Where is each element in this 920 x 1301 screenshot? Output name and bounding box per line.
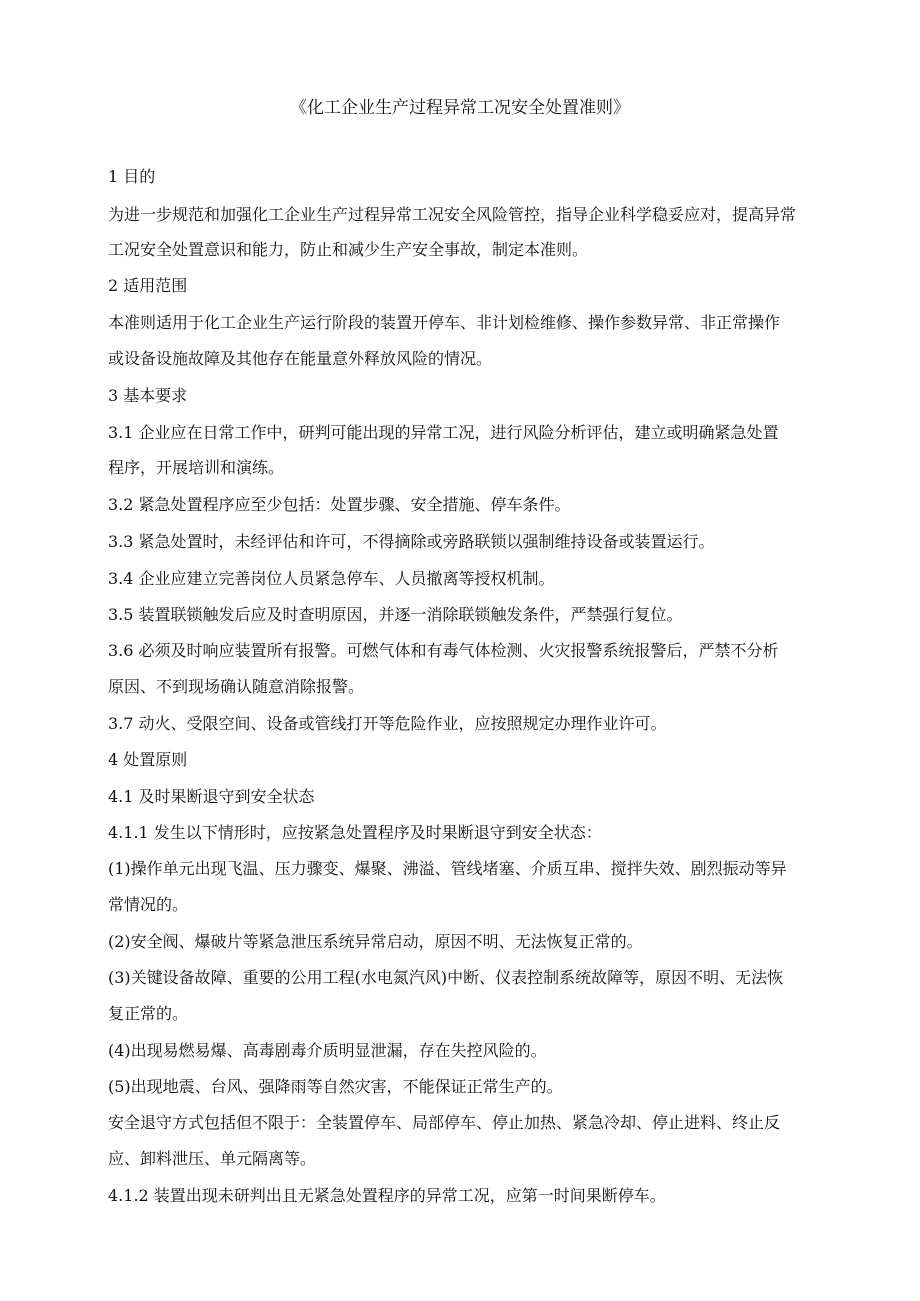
paragraph-line: (2)安全阀、爆破片等紧急泄压系统异常启动，原因不明、无法恢复正常的。 (108, 932, 643, 951)
paragraph-line: 为进一步规范和加强化工企业生产过程异常工况安全风险管控，指导企业科学稳妥应对，提高异常 (108, 205, 797, 224)
paragraph-line: 3.5 装置联锁触发后应及时查明原因，并逐一消除联锁触发条件，严禁强行复位。 (108, 605, 683, 624)
paragraph-line: 3.6 必须及时响应装置所有报警。可燃气体和有毒气体检测、火灾报警系统报警后，严禁不分析 (108, 641, 779, 660)
paragraph-line: 3.1 企业应在日常工作中，研判可能出现的异常工况，进行风险分析评估，建立或明确紧急处置 (108, 423, 779, 442)
paragraph-line: 3.4 企业应建立完善岗位人员紧急停车、人员撤离等授权机制。 (108, 569, 555, 588)
section-heading-scope: 2 适用范围 (108, 276, 188, 295)
paragraph-line: 3.3 紧急处置时，未经评估和许可，不得摘除或旁路联锁以强制维持设备或装置运行。 (108, 532, 715, 551)
paragraph-line: 应、卸料泄压、单元隔离等。 (108, 1149, 317, 1168)
paragraph-line: (3)关键设备故障、重要的公用工程(水电氮汽风)中断、仪表控制系统故障等，原因不明、无法恢 (108, 968, 784, 987)
paragraph-line: 复正常的。 (108, 1004, 189, 1023)
section-heading-basic-requirements: 3 基本要求 (108, 386, 188, 405)
paragraph-line: 3.2 紧急处置程序应至少包括：处置步骤、安全措施、停车条件。 (108, 495, 571, 514)
paragraph-line: (4)出现易燃易爆、高毒剧毒介质明显泄漏，存在失控风险的。 (108, 1041, 547, 1060)
paragraph-line: 工况安全处置意识和能力，防止和减少生产安全事故，制定本准则。 (108, 240, 589, 259)
paragraph-line: 4.1.1 发生以下情形时，应按紧急处置程序及时果断退守到安全状态： (108, 823, 602, 842)
subsection-heading: 4.1 及时果断退守到安全状态 (108, 787, 315, 806)
paragraph-line: 4.1.2 装置出现未研判出且无紧急处置程序的异常工况，应第一时间果断停车。 (108, 1186, 666, 1205)
paragraph-line: 常情况的。 (108, 895, 189, 914)
paragraph-line: 程序，开展培训和演练。 (108, 458, 285, 477)
document-title: 《化工企业生产过程异常工况安全处置准则》 (290, 98, 630, 118)
paragraph-line: (5)出现地震、台风、强降雨等自然灾害，不能保证正常生产的。 (108, 1077, 563, 1096)
paragraph-line: 原因、不到现场确认随意消除报警。 (108, 677, 365, 696)
paragraph-line: 3.7 动火、受限空间、设备或管线打开等危险作业，应按照规定办理作业许可。 (108, 714, 667, 733)
paragraph-line: 本准则适用于化工企业生产运行阶段的装置开停车、非计划检维修、操作参数异常、非正常操作 (108, 313, 781, 332)
paragraph-line: (1)操作单元出现飞温、压力骤变、爆聚、沸溢、管线堵塞、介质互串、搅拌失效、剧烈振动等异 (108, 859, 787, 878)
section-heading-purpose: 1 目的 (108, 167, 156, 186)
paragraph-line: 安全退守方式包括但不限于：全装置停车、局部停车、停止加热、紧急冷却、停止进料、终止反 (108, 1113, 781, 1132)
paragraph-line: 或设备设施故障及其他存在能量意外释放风险的情况。 (108, 349, 493, 368)
section-heading-principles: 4 处置原则 (108, 750, 188, 769)
